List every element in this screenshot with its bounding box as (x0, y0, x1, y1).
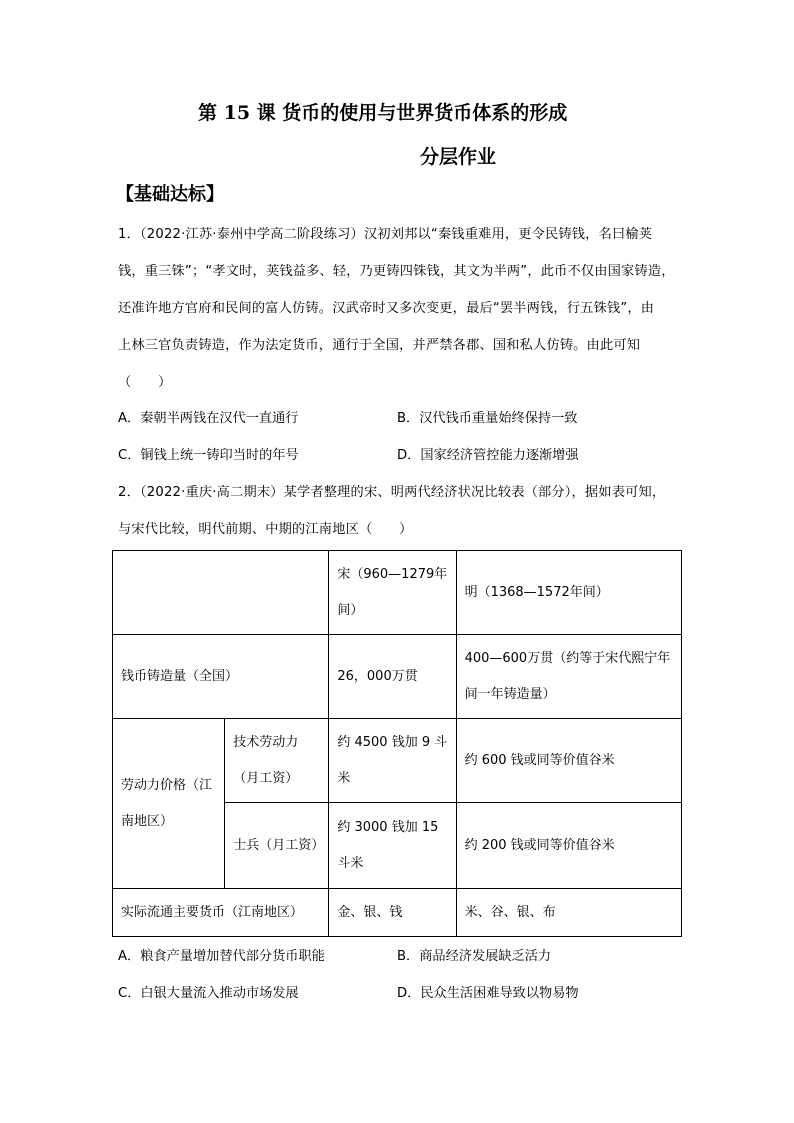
table-sub-label: 士兵（月工资） (225, 803, 329, 889)
table-sub-label: 技术劳动力（月工资） (225, 719, 329, 803)
q1-line: 1．（2022·江苏·泰州中学高二阶段练习）汉初刘邦以“秦钱重难用，更令民铸钱，名曰榆荚 (118, 227, 653, 242)
table-row-label: 钱币铸造量（全国） (113, 635, 329, 719)
q1-option-a: A．秦朝半两钱在汉代一直通行 (118, 411, 299, 426)
table-cell: 约 4500 钱加 9 斗米 (329, 719, 456, 803)
q2-line: 2．（2022·重庆·高二期末）某学者整理的宋、明两代经济状况比较表（部分），据如表可知， (118, 485, 666, 500)
table-cell: 约 3000 钱加 15 斗米 (329, 803, 456, 889)
table-header-ming: 明（1368—1572年间） (456, 551, 681, 635)
table-row-label: 实际流通主要货币（江南地区） (113, 889, 329, 937)
q2-line: 与宋代比较，明代前期、中期的江南地区（ ） (118, 522, 413, 537)
table-cell: 米、谷、银、布 (456, 889, 681, 937)
table-row-label: 劳动力价格（江南地区） (113, 719, 225, 889)
q1-option-b: B．汉代钱币重量始终保持一致 (397, 411, 578, 426)
q2-option-d: D．民众生活困难导致以物易物 (397, 986, 579, 1001)
q1-line: （ ） (118, 375, 172, 390)
table-cell: 约 200 钱或同等价值谷米 (456, 803, 681, 889)
table-cell: 金、银、钱 (329, 889, 456, 937)
q1-option-d: D．国家经济管控能力逐渐增强 (397, 448, 579, 463)
page-title: 第 15 课 货币的使用与世界货币体系的形成 (198, 102, 568, 124)
q1-option-c: C．铜钱上统一铸印当时的年号 (118, 448, 299, 463)
q2-option-c: C．白银大量流入推动市场发展 (118, 986, 299, 1001)
q1-line: 还准许地方官府和民间的富人仿铸。汉武帝时又多次变更，最后“罢半两钱，行五铢钱”，由 (118, 301, 655, 316)
section-heading: 【基础达标】 (116, 184, 224, 205)
table-cell: 26，000万贯 (329, 635, 456, 719)
page-subtitle: 分层作业 (420, 146, 497, 168)
q2-option-b: B．商品经济发展缺乏活力 (397, 949, 552, 964)
table-cell: 约 600 钱或同等价值谷米 (456, 719, 681, 803)
q1-line: 钱，重三铢”；“孝文时，荚钱益多、轻，乃更铸四铢钱，其文为半两”，此币不仅由国家铸造， (118, 264, 675, 279)
q1-line: 上林三官负责铸造，作为法定货币，通行于全国，并严禁各郡、国和私人仿铸。由此可知 (118, 338, 641, 353)
table-header-song: 宋（960—1279年间） (329, 551, 456, 635)
table-cell (113, 551, 329, 635)
q2-option-a: A．粮食产量增加替代部分货币职能 (118, 949, 325, 964)
comparison-table (112, 550, 682, 937)
table-cell: 400—600万贯（约等于宋代熙宁年间一年铸造量） (456, 635, 681, 719)
